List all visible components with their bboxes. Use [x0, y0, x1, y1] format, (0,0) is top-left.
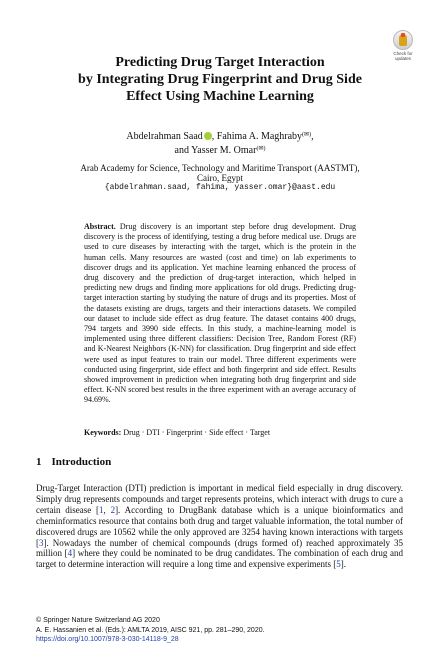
affiliation-line-2: Cairo, Egypt — [197, 173, 243, 183]
crossmark-icon — [393, 30, 413, 50]
affiliation-line-1: Arab Academy for Science, Technology and Maritime Transport (AASTMT), — [80, 163, 360, 173]
check-for-updates-badge[interactable] — [388, 30, 418, 64]
title-line-3: Effect Using Machine Learning — [126, 89, 314, 104]
section-heading — [36, 456, 111, 468]
copyright-footer — [36, 616, 265, 645]
copyright-line: © Springer Nature Switzerland AG 2020 — [36, 617, 160, 624]
citation-link[interactable]: 2 — [110, 504, 116, 515]
proceedings-line: A. E. Hassanien et al. (Eds.): AMLTA 2019, AISC 921, pp. 281–290, 2020. — [36, 626, 265, 634]
check-updates-label: Check for updates — [393, 51, 413, 61]
author-list: Abdelrahman Saad , Fahima A. Maghraby(✉), and Yasser M. Omar(✉) — [126, 131, 314, 156]
abstract-text: Drug discovery is an important step before drug development. Drug discovery is the process of identifying, testing a drug before medical use. Drugs are used to cure diseases by interacting with the target, which is the protein in the human cells. Many resources are wasted (cost and time) on lab experiments to discover drugs and its application. Yet machine learning enhanced the process of drug discovery and the prediction of drug-target interaction, which helped in predicting new drugs and finding more applications for old drugs. Predicting drug-target interaction starting by studying the nature of drugs and its properties. Most of the datasets existing are drugs, targets and their interactions datasets. We compiled our dataset to include side effect as drug feature. The dataset contains 400 drugs, 794 targets and 3990 side effects. In this study, a machine-learning model is implemented using three different classifiers: Decision Tree, Random Forest (RF) and K-Nearest Neighbors (K-NN) for classification. Drug fingerprint and side effect were used as input features to train our model. Three different experiments were conducted using fingerprint, side effect and both fingerprint and side effect. Results showed improvement in prediction when integrating both drug fingerprint and side effect. K-NN scored best results in the three experiment with an average accuracy of 94.69%. — [84, 222, 356, 405]
citation-link[interactable]: 1 — [99, 504, 104, 515]
section-number: 1 — [36, 456, 42, 468]
abstract-heading: Abstract. — [84, 222, 116, 231]
title-line-1: Predicting Drug Target Interaction — [115, 55, 325, 70]
paper-title — [60, 54, 380, 105]
author-emails[interactable]: {abdelrahman.saad, fahima, yasser.omar}@aast.edu — [104, 183, 336, 192]
keywords-heading: Keywords: — [84, 428, 122, 437]
keywords-text: Drug · DTI · Fingerprint · Side effect · Target — [123, 428, 271, 437]
corresponding-mark: (✉) — [256, 146, 266, 152]
intro-paragraph: Drug-Target Interaction (DTI) prediction is important in medical field especially in drug discovery. Simply drug represents compounds and target represents proteins, which interact with drugs to cure a certain disease [1, 2]. According to DrugBank database which is a unique bioinformatics and cheminformatics resource that contains both drug and target valuable information, the total number of discovered drugs are 10562 while the only approved are 3254 having known interactions with targets [3]. Nowadays the number of chemical compounds (drugs formed of) reached approximately 35 million [4] where they could be nominated to be drug candidates. The combination of each drug and target to determine interaction will require a long time and expensive experiments [5]. — [36, 483, 404, 570]
doi-link[interactable]: https://doi.org/10.1007/978-3-030-14118-9_28 — [36, 636, 179, 643]
orcid-icon[interactable] — [204, 132, 212, 140]
affiliation — [60, 163, 380, 193]
author-name: , Fahima A. Maghraby — [211, 131, 303, 142]
citation-link[interactable]: 4 — [67, 548, 73, 559]
section-title: Introduction — [51, 456, 112, 468]
citation-link[interactable]: 5 — [336, 559, 341, 570]
abstract — [84, 222, 356, 406]
corresponding-mark: (✉) — [302, 132, 312, 138]
citation-link[interactable]: 3 — [39, 537, 44, 548]
author-name: Abdelrahman Saad — [126, 131, 203, 142]
author-name: and Yasser M. Omar — [174, 145, 257, 156]
keywords — [84, 428, 356, 438]
title-line-2: by Integrating Drug Fingerprint and Drug Side — [78, 72, 362, 87]
